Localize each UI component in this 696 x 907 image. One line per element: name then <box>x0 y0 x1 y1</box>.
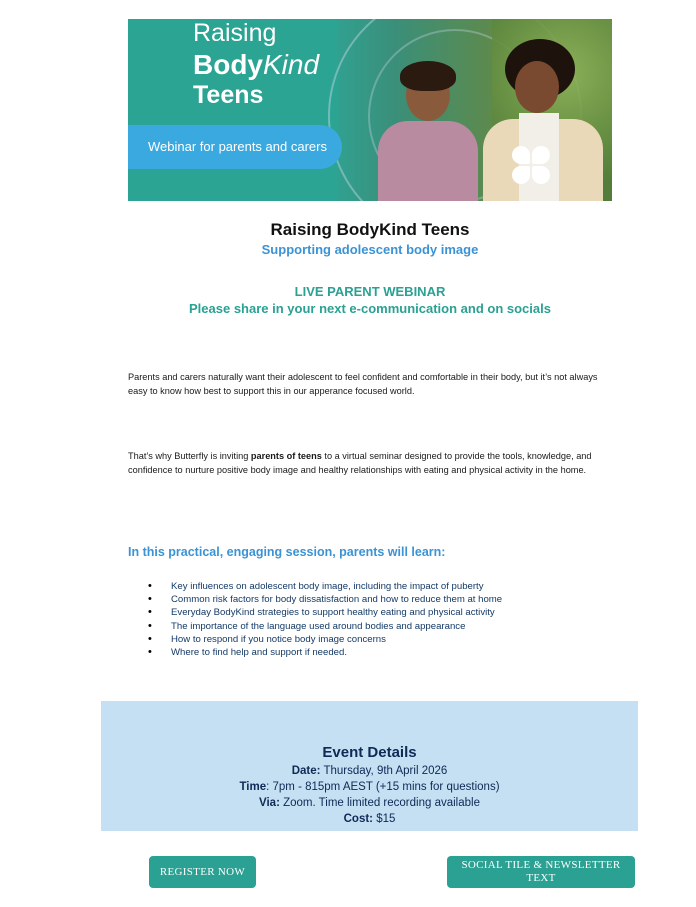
list-item: • Everyday BodyKind strategies to support healthy eating and physical activity <box>148 606 502 619</box>
list-item: • The importance of the language used around bodies and appearance <box>148 620 502 633</box>
page-title: Raising BodyKind Teens <box>270 220 470 239</box>
list-item: • Key influences on adolescent body image, including the impact of puberty <box>148 580 502 593</box>
learn-heading: In this practical, engaging session, parents will learn: <box>128 545 446 559</box>
event-time: Time: 7pm - 815pm AEST (+15 mins for questions) <box>239 781 500 793</box>
event-via: Via: Zoom. Time limited recording available <box>259 797 480 809</box>
event-date: Date: Thursday, 9th April 2026 <box>291 765 448 777</box>
hero-banner <box>128 19 612 201</box>
event-cost: Cost: $15 <box>343 813 396 825</box>
live-webinar-heading: LIVE PARENT WEBINAR <box>294 284 446 299</box>
social-tile-newsletter-button[interactable] <box>447 856 635 888</box>
banner-webinar-pill: Webinar for parents and carers <box>128 125 342 169</box>
butterfly-logo-icon <box>510 144 552 186</box>
share-instruction: Please share in your next e-communication and on socials <box>189 301 551 316</box>
banner-title-line2: BodyKind <box>193 49 320 80</box>
event-details-heading: Event Details <box>322 744 417 761</box>
social-button-line2: TEXT <box>526 872 556 884</box>
teen-photo-left <box>378 69 478 201</box>
intro-paragraph-2: That’s why Butterfly is inviting parents of teens to a virtual seminar designed to provide the tools, knowledge, and confidence to nurture positive body image and healthy relationships with eating and physical activity in the home. <box>128 451 592 475</box>
register-now-button[interactable]: REGISTER NOW <box>149 856 256 888</box>
page-subtitle: Supporting adolescent body image <box>261 242 479 257</box>
learn-list <box>148 580 502 659</box>
banner-title-line3: Teens <box>193 81 264 109</box>
list-item: • Common risk factors for body dissatisfaction and how to reduce them at home <box>148 593 502 606</box>
intro-paragraph-1: Parents and carers naturally want their adolescent to feel confident and comfortable in their body, but it’s not always easy to know how best to support this in our apperance focused world. <box>128 372 598 396</box>
social-button-line1: SOCIAL TILE & NEWSLETTER <box>461 859 621 871</box>
banner-title-line1: Raising <box>193 19 277 47</box>
list-item: • How to respond if you notice body image concerns <box>148 633 502 646</box>
event-details-box <box>101 701 638 831</box>
banner-title <box>193 21 319 108</box>
list-item: • Where to find help and support if needed. <box>148 646 502 659</box>
